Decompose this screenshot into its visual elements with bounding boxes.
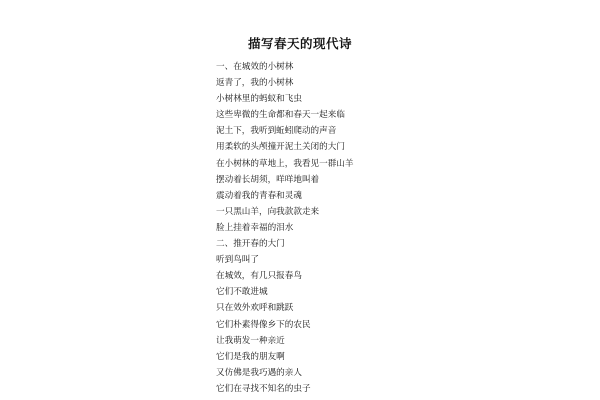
poem-line: 它们在寻找不知名的虫子 xyxy=(216,383,311,394)
document-title: 描写春天的现代诗 xyxy=(247,36,352,51)
poem-line: 听到鸟叫了 xyxy=(216,255,259,266)
poem-line: 用柔软的头颅撞开泥土关闭的大门 xyxy=(216,142,345,153)
poem-line: 泥土下，我听到蚯蚓爬动的声音 xyxy=(216,126,337,137)
poem-line: 它们不敢进城 xyxy=(216,287,268,298)
poem-line: 它们是我的朋友啊 xyxy=(216,351,285,362)
poem-line: 脸上挂着幸福的泪水 xyxy=(216,222,294,233)
poem-line: 震动着我的青春和灵魂 xyxy=(216,190,302,201)
poem-line: 它们朴素得像乡下的农民 xyxy=(216,319,311,330)
poem-line: 返青了，我的小树林 xyxy=(216,78,294,89)
poem-line: 在小树林的草地上，我看见一群山羊 xyxy=(216,158,354,169)
poem-line: 小树林里的蚂蚁和飞虫 xyxy=(216,94,302,105)
poem-line: 只在效外欢呼和跳跃 xyxy=(216,303,294,314)
poem-body xyxy=(216,59,354,397)
poem-line: 一、在城效的小树林 xyxy=(216,62,294,72)
poem-line: 一只黑山羊，向我款款走来 xyxy=(216,206,320,217)
poem-line: 又仿佛是我巧遇的亲人 xyxy=(216,367,302,378)
poem-line: 二、推开春的大门 xyxy=(216,239,285,250)
poem-line: 摆动着长胡须，咩咩地叫着 xyxy=(216,174,320,185)
poem-line: 在城效，有几只报春鸟 xyxy=(216,271,302,282)
poem-line: 让我萌发一种亲近 xyxy=(216,335,285,346)
poem-line: 这些卑微的生命都和春天一起来临 xyxy=(216,110,345,121)
